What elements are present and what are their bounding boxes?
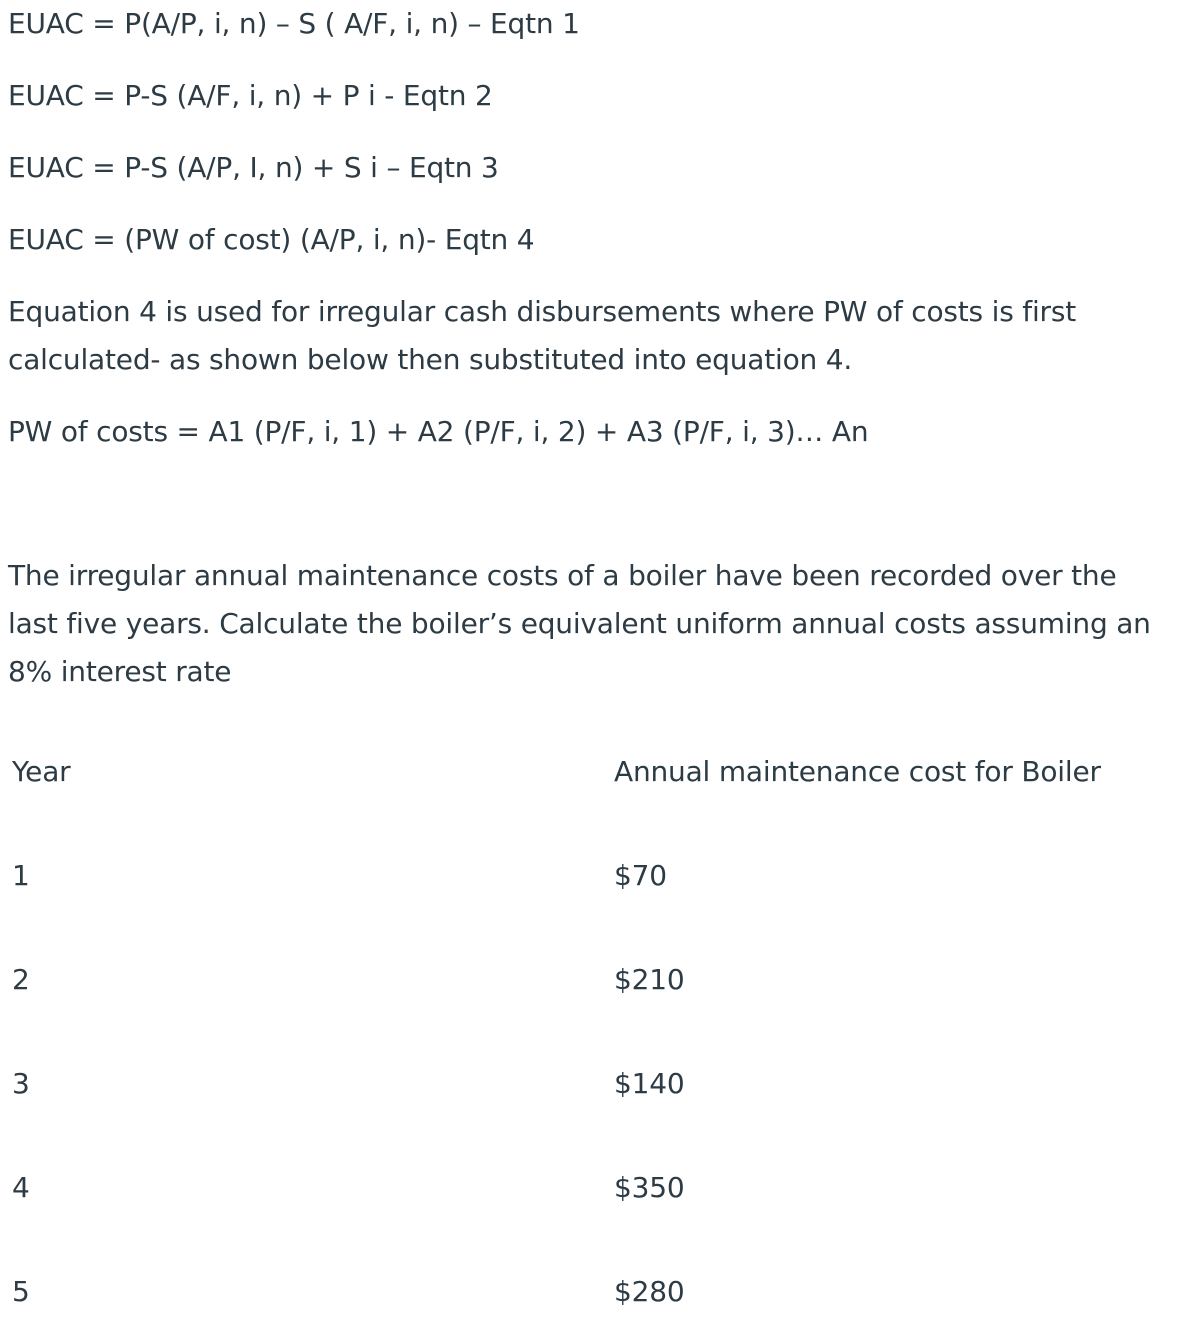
problem-paragraph: The irregular annual maintenance costs of a boiler have been recorded over the last five years. Calculate the boiler’s equivalent uniform annual costs assuming an 8% interest rate xyxy=(8,559,1151,688)
equation-4: EUAC = (PW of cost) (A/P, i, n)- Eqtn 4 xyxy=(8,223,535,256)
explanation-paragraph: Equation 4 is used for irregular cash disbursements where PW of costs is first calculated- as shown below then substituted into equation 4. xyxy=(8,295,1077,376)
table-header-cost: Annual maintenance cost for Boiler xyxy=(614,755,1101,788)
cost-cell: $210 xyxy=(614,963,685,996)
year-cell: 5 xyxy=(12,1275,30,1308)
equation-3: EUAC = P-S (A/P, I, n) + S i – Eqtn 3 xyxy=(8,151,499,184)
pw-formula: PW of costs = A1 (P/F, i, 1) + A2 (P/F, i, 2) + A3 (P/F, i, 3)… An xyxy=(8,415,869,448)
equation-1: EUAC = P(A/P, i, n) – S ( A/F, i, n) – Eqtn 1 xyxy=(8,7,580,40)
cost-cell: $70 xyxy=(614,859,667,892)
table-header-year: Year xyxy=(12,755,71,788)
year-cell: 3 xyxy=(12,1067,30,1100)
cost-cell: $350 xyxy=(614,1171,685,1204)
year-cell: 1 xyxy=(12,859,30,892)
year-cell: 2 xyxy=(12,963,30,996)
cost-cell: $280 xyxy=(614,1275,685,1308)
equation-2: EUAC = P-S (A/F, i, n) + P i - Eqtn 2 xyxy=(8,79,493,112)
year-cell: 4 xyxy=(12,1171,30,1204)
cost-cell: $140 xyxy=(614,1067,685,1100)
